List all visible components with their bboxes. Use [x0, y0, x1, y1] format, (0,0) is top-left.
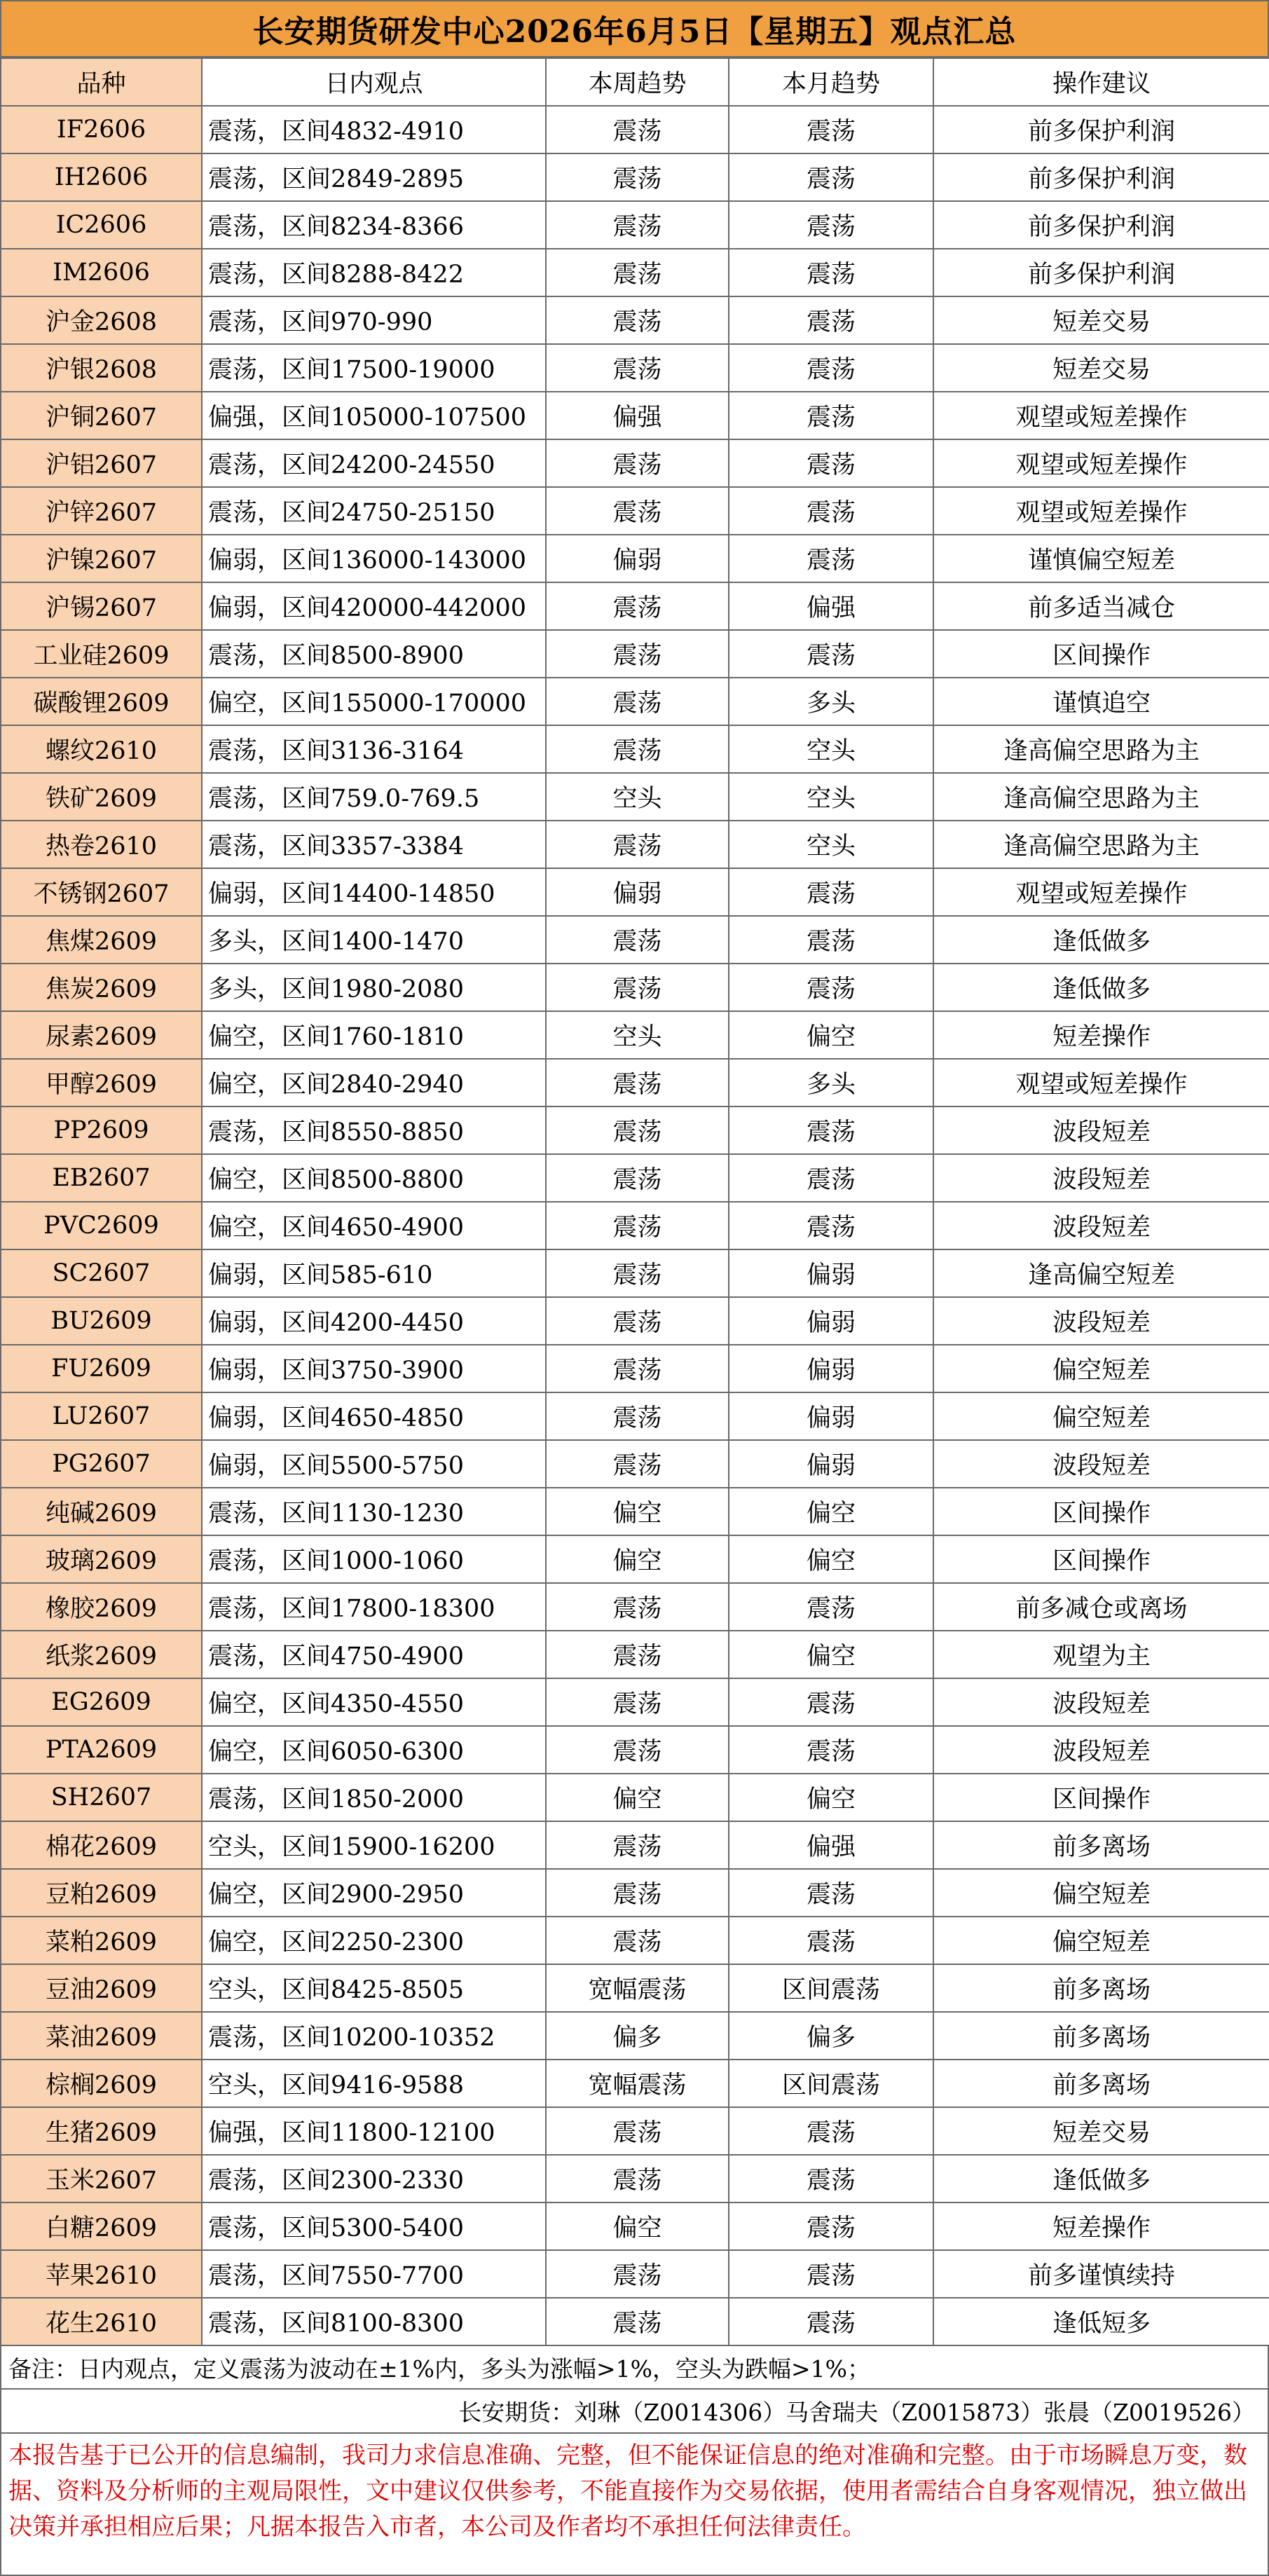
- cell-variety: 玉米2607: [1, 2155, 202, 2202]
- cell-monthly-trend: 震荡: [729, 1678, 933, 1726]
- table-body: [1, 106, 1269, 2345]
- cell-weekly-trend: 偏弱: [546, 868, 729, 916]
- cell-monthly-trend: 空头: [729, 773, 933, 821]
- cell-intraday-view: 偏强，区间11800-12100: [202, 2107, 546, 2155]
- cell-intraday-view: 震荡，区间17800-18300: [202, 1583, 546, 1631]
- cell-variety: 沪锡2607: [1, 582, 202, 630]
- table-row: [1, 1917, 1269, 1964]
- cell-variety: 纯碱2609: [1, 1488, 202, 1535]
- table-row: [1, 1821, 1269, 1869]
- authors-line: 长安期货：刘琳（Z0014306）马舍瑞夫（Z0015873）张晨（Z0019526）: [0, 2390, 1269, 2434]
- cell-monthly-trend: 震荡: [729, 1726, 933, 1774]
- cell-operation-advice: 逢高偏空思路为主: [933, 773, 1269, 821]
- table-row: [1, 868, 1269, 916]
- cell-intraday-view: 震荡，区间2849-2895: [202, 153, 546, 201]
- cell-variety: 热卷2610: [1, 821, 202, 868]
- table-row: [1, 1440, 1269, 1488]
- cell-weekly-trend: 偏空: [546, 2202, 729, 2250]
- cell-monthly-trend: 震荡: [729, 2298, 933, 2345]
- cell-monthly-trend: 空头: [729, 725, 933, 773]
- table-row: [1, 1535, 1269, 1583]
- cell-variety: 沪金2608: [1, 296, 202, 344]
- cell-weekly-trend: 震荡: [546, 439, 729, 487]
- cell-monthly-trend: 多头: [729, 678, 933, 725]
- cell-operation-advice: 区间操作: [933, 1535, 1269, 1583]
- table-row: [1, 1297, 1269, 1345]
- table-row: [1, 821, 1269, 868]
- cell-monthly-trend: 震荡: [729, 296, 933, 344]
- cell-weekly-trend: 震荡: [546, 1392, 729, 1440]
- cell-variety: 甲醇2609: [1, 1059, 202, 1107]
- cell-operation-advice: 前多减仓或离场: [933, 1583, 1269, 1631]
- report-title: 长安期货研发中心2026年6月5日【星期五】观点汇总: [0, 0, 1269, 57]
- cell-intraday-view: 震荡，区间3136-3164: [202, 725, 546, 773]
- cell-intraday-view: 震荡，区间8550-8850: [202, 1107, 546, 1154]
- cell-weekly-trend: 震荡: [546, 487, 729, 535]
- cell-monthly-trend: 偏弱: [729, 1392, 933, 1440]
- cell-operation-advice: 前多适当减仓: [933, 582, 1269, 630]
- table-row: [1, 582, 1269, 630]
- cell-operation-advice: 区间操作: [933, 1488, 1269, 1535]
- cell-variety: 橡胶2609: [1, 1583, 202, 1631]
- cell-monthly-trend: 震荡: [729, 916, 933, 964]
- cell-variety: EG2609: [1, 1678, 202, 1726]
- cell-intraday-view: 偏空，区间8500-8800: [202, 1154, 546, 1202]
- note-line: 备注：日内观点，定义震荡为波动在±1%内，多头为涨幅>1%，空头为跌幅>1%；: [0, 2346, 1269, 2390]
- cell-weekly-trend: 偏多: [546, 2012, 729, 2060]
- cell-operation-advice: 观望为主: [933, 1631, 1269, 1678]
- cell-operation-advice: 逢低做多: [933, 964, 1269, 1011]
- cell-variety: IC2606: [1, 201, 202, 249]
- table-row: [1, 2107, 1269, 2155]
- cell-weekly-trend: 震荡: [546, 1869, 729, 1917]
- cell-variety: PTA2609: [1, 1726, 202, 1774]
- cell-monthly-trend: 震荡: [729, 2202, 933, 2250]
- cell-weekly-trend: 宽幅震荡: [546, 2060, 729, 2107]
- cell-variety: 生猪2609: [1, 2107, 202, 2155]
- cell-operation-advice: 前多离场: [933, 1964, 1269, 2012]
- cell-intraday-view: 震荡，区间1130-1230: [202, 1488, 546, 1535]
- table-row: [1, 1583, 1269, 1631]
- cell-intraday-view: 偏空，区间2250-2300: [202, 1917, 546, 1964]
- cell-weekly-trend: 震荡: [546, 1726, 729, 1774]
- cell-monthly-trend: 震荡: [729, 2107, 933, 2155]
- cell-operation-advice: 前多保护利润: [933, 201, 1269, 249]
- cell-monthly-trend: 震荡: [729, 1917, 933, 1964]
- cell-variety: 白糖2609: [1, 2202, 202, 2250]
- cell-monthly-trend: 偏弱: [729, 1297, 933, 1345]
- cell-monthly-trend: 空头: [729, 821, 933, 868]
- cell-operation-advice: 前多离场: [933, 2060, 1269, 2107]
- cell-operation-advice: 逢高偏空思路为主: [933, 725, 1269, 773]
- cell-variety: 玻璃2609: [1, 1535, 202, 1583]
- cell-variety: PG2607: [1, 1440, 202, 1488]
- cell-intraday-view: 空头，区间8425-8505: [202, 1964, 546, 2012]
- cell-intraday-view: 震荡，区间17500-19000: [202, 344, 546, 392]
- cell-intraday-view: 震荡，区间8234-8366: [202, 201, 546, 249]
- cell-intraday-view: 震荡，区间8100-8300: [202, 2298, 546, 2345]
- table-row: [1, 725, 1269, 773]
- cell-variety: EB2607: [1, 1154, 202, 1202]
- disclaimer-text: 本报告基于已公开的信息编制，我司力求信息准确、完整，但不能保证信息的绝对准确和完整。由于市场瞬息万变，数据、资料及分析师的主观局限性，文中建议仅供参考，不能直接作为交易依据，使用者需结合自身客观情况，独立做出决策并承担相应后果；凡据本报告入市者，本公司及作者均不承担任何法律责任。: [0, 2434, 1269, 2576]
- table-row: [1, 630, 1269, 678]
- table-row: [1, 2202, 1269, 2250]
- cell-variety: SH2607: [1, 1774, 202, 1821]
- cell-monthly-trend: 多头: [729, 1059, 933, 1107]
- cell-monthly-trend: 震荡: [729, 868, 933, 916]
- cell-intraday-view: 震荡，区间7550-7700: [202, 2250, 546, 2298]
- cell-intraday-view: 震荡，区间759.0-769.5: [202, 773, 546, 821]
- cell-operation-advice: 波段短差: [933, 1107, 1269, 1154]
- header-operation-advice: 操作建议: [933, 58, 1269, 106]
- cell-intraday-view: 空头，区间15900-16200: [202, 1821, 546, 1869]
- cell-intraday-view: 偏空，区间4350-4550: [202, 1678, 546, 1726]
- cell-operation-advice: 偏空短差: [933, 1345, 1269, 1392]
- cell-operation-advice: 观望或短差操作: [933, 1059, 1269, 1107]
- cell-weekly-trend: 震荡: [546, 2155, 729, 2202]
- cell-variety: 焦煤2609: [1, 916, 202, 964]
- cell-weekly-trend: 空头: [546, 773, 729, 821]
- cell-monthly-trend: 震荡: [729, 201, 933, 249]
- table-row: [1, 296, 1269, 344]
- cell-monthly-trend: 震荡: [729, 1202, 933, 1249]
- cell-operation-advice: 观望或短差操作: [933, 392, 1269, 439]
- cell-variety: LU2607: [1, 1392, 202, 1440]
- cell-operation-advice: 前多保护利润: [933, 249, 1269, 296]
- cell-operation-advice: 逢低做多: [933, 2155, 1269, 2202]
- cell-weekly-trend: 震荡: [546, 1249, 729, 1297]
- cell-intraday-view: 偏空，区间155000-170000: [202, 678, 546, 725]
- cell-weekly-trend: 震荡: [546, 1059, 729, 1107]
- cell-intraday-view: 震荡，区间4750-4900: [202, 1631, 546, 1678]
- cell-intraday-view: 震荡，区间24200-24550: [202, 439, 546, 487]
- cell-weekly-trend: 震荡: [546, 249, 729, 296]
- cell-weekly-trend: 震荡: [546, 1678, 729, 1726]
- cell-weekly-trend: 震荡: [546, 1917, 729, 1964]
- cell-intraday-view: 偏弱，区间136000-143000: [202, 535, 546, 582]
- cell-operation-advice: 波段短差: [933, 1678, 1269, 1726]
- cell-intraday-view: 偏弱，区间4650-4850: [202, 1392, 546, 1440]
- cell-monthly-trend: 震荡: [729, 535, 933, 582]
- cell-weekly-trend: 震荡: [546, 1631, 729, 1678]
- cell-weekly-trend: 震荡: [546, 678, 729, 725]
- table-row: [1, 249, 1269, 296]
- cell-weekly-trend: 震荡: [546, 2298, 729, 2345]
- table-row: [1, 392, 1269, 439]
- cell-variety: 焦炭2609: [1, 964, 202, 1011]
- cell-variety: 棕榈2609: [1, 2060, 202, 2107]
- cell-monthly-trend: 震荡: [729, 1154, 933, 1202]
- cell-operation-advice: 偏空短差: [933, 1917, 1269, 1964]
- table-row: [1, 2012, 1269, 2060]
- cell-weekly-trend: 震荡: [546, 1202, 729, 1249]
- cell-operation-advice: 前多离场: [933, 2012, 1269, 2060]
- header-weekly-trend: 本周趋势: [546, 58, 729, 106]
- cell-monthly-trend: 震荡: [729, 487, 933, 535]
- cell-intraday-view: 震荡，区间970-990: [202, 296, 546, 344]
- cell-weekly-trend: 偏强: [546, 392, 729, 439]
- cell-intraday-view: 空头，区间9416-9588: [202, 2060, 546, 2107]
- cell-variety: 碳酸锂2609: [1, 678, 202, 725]
- cell-monthly-trend: 偏弱: [729, 1440, 933, 1488]
- table-row: [1, 916, 1269, 964]
- header-monthly-trend: 本月趋势: [729, 58, 933, 106]
- table-row: [1, 678, 1269, 725]
- table-row: [1, 1678, 1269, 1726]
- cell-weekly-trend: 震荡: [546, 201, 729, 249]
- cell-variety: 工业硅2609: [1, 630, 202, 678]
- cell-intraday-view: 偏空，区间4650-4900: [202, 1202, 546, 1249]
- cell-weekly-trend: 震荡: [546, 1345, 729, 1392]
- cell-intraday-view: 偏空，区间2840-2940: [202, 1059, 546, 1107]
- cell-weekly-trend: 震荡: [546, 344, 729, 392]
- cell-variety: 豆油2609: [1, 1964, 202, 2012]
- table-row: [1, 1059, 1269, 1107]
- cell-monthly-trend: 震荡: [729, 392, 933, 439]
- cell-intraday-view: 震荡，区间1850-2000: [202, 1774, 546, 1821]
- table-row: [1, 344, 1269, 392]
- cell-weekly-trend: 宽幅震荡: [546, 1964, 729, 2012]
- cell-operation-advice: 波段短差: [933, 1202, 1269, 1249]
- table-row: [1, 1964, 1269, 2012]
- cell-operation-advice: 逢高偏空短差: [933, 1249, 1269, 1297]
- cell-variety: 铁矿2609: [1, 773, 202, 821]
- table-row: [1, 439, 1269, 487]
- table-row: [1, 1488, 1269, 1535]
- cell-operation-advice: 前多保护利润: [933, 106, 1269, 153]
- header-variety: 品种: [1, 58, 202, 106]
- cell-monthly-trend: 震荡: [729, 106, 933, 153]
- cell-operation-advice: 波段短差: [933, 1440, 1269, 1488]
- cell-operation-advice: 区间操作: [933, 1774, 1269, 1821]
- cell-intraday-view: 偏弱，区间14400-14850: [202, 868, 546, 916]
- cell-weekly-trend: 震荡: [546, 964, 729, 1011]
- cell-variety: 菜油2609: [1, 2012, 202, 2060]
- table-row: [1, 1774, 1269, 1821]
- table-row: [1, 1345, 1269, 1392]
- cell-operation-advice: 观望或短差操作: [933, 868, 1269, 916]
- cell-variety: BU2609: [1, 1297, 202, 1345]
- cell-weekly-trend: 偏弱: [546, 535, 729, 582]
- cell-weekly-trend: 偏空: [546, 1774, 729, 1821]
- cell-intraday-view: 偏弱，区间585-610: [202, 1249, 546, 1297]
- cell-operation-advice: 短差交易: [933, 2107, 1269, 2155]
- table-row: [1, 106, 1269, 153]
- cell-operation-advice: 波段短差: [933, 1297, 1269, 1345]
- cell-monthly-trend: 区间震荡: [729, 1964, 933, 2012]
- cell-variety: 豆粕2609: [1, 1869, 202, 1917]
- cell-variety: 苹果2610: [1, 2250, 202, 2298]
- cell-intraday-view: 偏弱，区间5500-5750: [202, 1440, 546, 1488]
- cell-operation-advice: 谨慎追空: [933, 678, 1269, 725]
- cell-monthly-trend: 区间震荡: [729, 2060, 933, 2107]
- cell-variety: PP2609: [1, 1107, 202, 1154]
- cell-weekly-trend: 震荡: [546, 1583, 729, 1631]
- cell-intraday-view: 震荡，区间1000-1060: [202, 1535, 546, 1583]
- cell-weekly-trend: 震荡: [546, 106, 729, 153]
- cell-operation-advice: 前多离场: [933, 1821, 1269, 1869]
- cell-weekly-trend: 震荡: [546, 1821, 729, 1869]
- cell-monthly-trend: 震荡: [729, 1869, 933, 1917]
- cell-operation-advice: 观望或短差操作: [933, 487, 1269, 535]
- cell-weekly-trend: 震荡: [546, 296, 729, 344]
- header-intraday-view: 日内观点: [202, 58, 546, 106]
- cell-variety: 沪银2608: [1, 344, 202, 392]
- cell-monthly-trend: 震荡: [729, 630, 933, 678]
- cell-monthly-trend: 偏空: [729, 1011, 933, 1059]
- table-row: [1, 773, 1269, 821]
- cell-weekly-trend: 震荡: [546, 1154, 729, 1202]
- cell-monthly-trend: 偏多: [729, 2012, 933, 2060]
- cell-variety: IH2606: [1, 153, 202, 201]
- table-header-row: [1, 58, 1269, 106]
- cell-monthly-trend: 震荡: [729, 1583, 933, 1631]
- cell-variety: 棉花2609: [1, 1821, 202, 1869]
- cell-monthly-trend: 偏强: [729, 582, 933, 630]
- cell-monthly-trend: 偏空: [729, 1535, 933, 1583]
- cell-intraday-view: 偏空，区间6050-6300: [202, 1726, 546, 1774]
- cell-intraday-view: 多头，区间1400-1470: [202, 916, 546, 964]
- cell-monthly-trend: 震荡: [729, 1107, 933, 1154]
- cell-weekly-trend: 震荡: [546, 582, 729, 630]
- table-row: [1, 1107, 1269, 1154]
- table-row: [1, 1869, 1269, 1917]
- cell-weekly-trend: 震荡: [546, 1440, 729, 1488]
- cell-intraday-view: 震荡，区间2300-2330: [202, 2155, 546, 2202]
- cell-intraday-view: 震荡，区间4832-4910: [202, 106, 546, 153]
- table-row: [1, 1726, 1269, 1774]
- cell-monthly-trend: 偏空: [729, 1774, 933, 1821]
- cell-variety: 沪铜2607: [1, 392, 202, 439]
- table-row: [1, 2250, 1269, 2298]
- table-row: [1, 1154, 1269, 1202]
- cell-monthly-trend: 震荡: [729, 964, 933, 1011]
- cell-monthly-trend: 震荡: [729, 153, 933, 201]
- cell-operation-advice: 逢低短多: [933, 2298, 1269, 2345]
- cell-operation-advice: 偏空短差: [933, 1392, 1269, 1440]
- cell-variety: FU2609: [1, 1345, 202, 1392]
- cell-operation-advice: 观望或短差操作: [933, 439, 1269, 487]
- cell-operation-advice: 前多保护利润: [933, 153, 1269, 201]
- cell-intraday-view: 震荡，区间10200-10352: [202, 2012, 546, 2060]
- cell-operation-advice: 波段短差: [933, 1726, 1269, 1774]
- cell-weekly-trend: 震荡: [546, 821, 729, 868]
- cell-intraday-view: 偏空，区间1760-1810: [202, 1011, 546, 1059]
- cell-monthly-trend: 偏弱: [729, 1249, 933, 1297]
- cell-weekly-trend: 震荡: [546, 725, 729, 773]
- cell-monthly-trend: 震荡: [729, 344, 933, 392]
- cell-weekly-trend: 震荡: [546, 1107, 729, 1154]
- cell-operation-advice: 谨慎偏空短差: [933, 535, 1269, 582]
- cell-intraday-view: 震荡，区间5300-5400: [202, 2202, 546, 2250]
- cell-monthly-trend: 偏弱: [729, 1345, 933, 1392]
- cell-variety: 尿素2609: [1, 1011, 202, 1059]
- table-row: [1, 1392, 1269, 1440]
- table-row: [1, 964, 1269, 1011]
- cell-monthly-trend: 震荡: [729, 2155, 933, 2202]
- cell-weekly-trend: 偏空: [546, 1488, 729, 1535]
- cell-operation-advice: 偏空短差: [933, 1869, 1269, 1917]
- cell-intraday-view: 偏弱，区间3750-3900: [202, 1345, 546, 1392]
- cell-monthly-trend: 偏空: [729, 1631, 933, 1678]
- table-row: [1, 1011, 1269, 1059]
- cell-variety: IM2606: [1, 249, 202, 296]
- table-row: [1, 535, 1269, 582]
- cell-intraday-view: 震荡，区间8288-8422: [202, 249, 546, 296]
- cell-variety: SC2607: [1, 1249, 202, 1297]
- cell-weekly-trend: 震荡: [546, 916, 729, 964]
- cell-intraday-view: 偏空，区间2900-2950: [202, 1869, 546, 1917]
- cell-variety: 沪镍2607: [1, 535, 202, 582]
- cell-operation-advice: 短差交易: [933, 296, 1269, 344]
- cell-variety: 不锈钢2607: [1, 868, 202, 916]
- table-row: [1, 2060, 1269, 2107]
- cell-weekly-trend: 震荡: [546, 2107, 729, 2155]
- cell-operation-advice: 短差操作: [933, 2202, 1269, 2250]
- cell-intraday-view: 多头，区间1980-2080: [202, 964, 546, 1011]
- cell-weekly-trend: 震荡: [546, 2250, 729, 2298]
- table-row: [1, 201, 1269, 249]
- cell-operation-advice: 短差交易: [933, 344, 1269, 392]
- cell-intraday-view: 偏强，区间105000-107500: [202, 392, 546, 439]
- cell-operation-advice: 短差操作: [933, 1011, 1269, 1059]
- cell-intraday-view: 偏弱，区间420000-442000: [202, 582, 546, 630]
- table-row: [1, 487, 1269, 535]
- cell-weekly-trend: 空头: [546, 1011, 729, 1059]
- cell-intraday-view: 震荡，区间8500-8900: [202, 630, 546, 678]
- cell-variety: 纸浆2609: [1, 1631, 202, 1678]
- cell-operation-advice: 波段短差: [933, 1154, 1269, 1202]
- cell-weekly-trend: 震荡: [546, 1297, 729, 1345]
- table-row: [1, 153, 1269, 201]
- cell-monthly-trend: 偏空: [729, 1488, 933, 1535]
- cell-intraday-view: 偏弱，区间4200-4450: [202, 1297, 546, 1345]
- cell-variety: 螺纹2610: [1, 725, 202, 773]
- cell-variety: 沪铝2607: [1, 439, 202, 487]
- cell-variety: 沪锌2607: [1, 487, 202, 535]
- cell-variety: IF2606: [1, 106, 202, 153]
- cell-operation-advice: 前多谨慎续持: [933, 2250, 1269, 2298]
- cell-operation-advice: 逢低做多: [933, 916, 1269, 964]
- views-table: [0, 57, 1269, 2346]
- table-row: [1, 1249, 1269, 1297]
- cell-intraday-view: 震荡，区间3357-3384: [202, 821, 546, 868]
- table-row: [1, 1631, 1269, 1678]
- cell-variety: 菜粕2609: [1, 1917, 202, 1964]
- cell-variety: PVC2609: [1, 1202, 202, 1249]
- cell-operation-advice: 逢高偏空思路为主: [933, 821, 1269, 868]
- cell-monthly-trend: 震荡: [729, 249, 933, 296]
- cell-monthly-trend: 震荡: [729, 439, 933, 487]
- cell-monthly-trend: 偏强: [729, 1821, 933, 1869]
- table-row: [1, 2298, 1269, 2345]
- table-row: [1, 2155, 1269, 2202]
- cell-weekly-trend: 震荡: [546, 153, 729, 201]
- cell-weekly-trend: 震荡: [546, 630, 729, 678]
- cell-operation-advice: 区间操作: [933, 630, 1269, 678]
- cell-variety: 花生2610: [1, 2298, 202, 2345]
- cell-intraday-view: 震荡，区间24750-25150: [202, 487, 546, 535]
- cell-monthly-trend: 震荡: [729, 2250, 933, 2298]
- table-row: [1, 1202, 1269, 1249]
- cell-weekly-trend: 偏空: [546, 1535, 729, 1583]
